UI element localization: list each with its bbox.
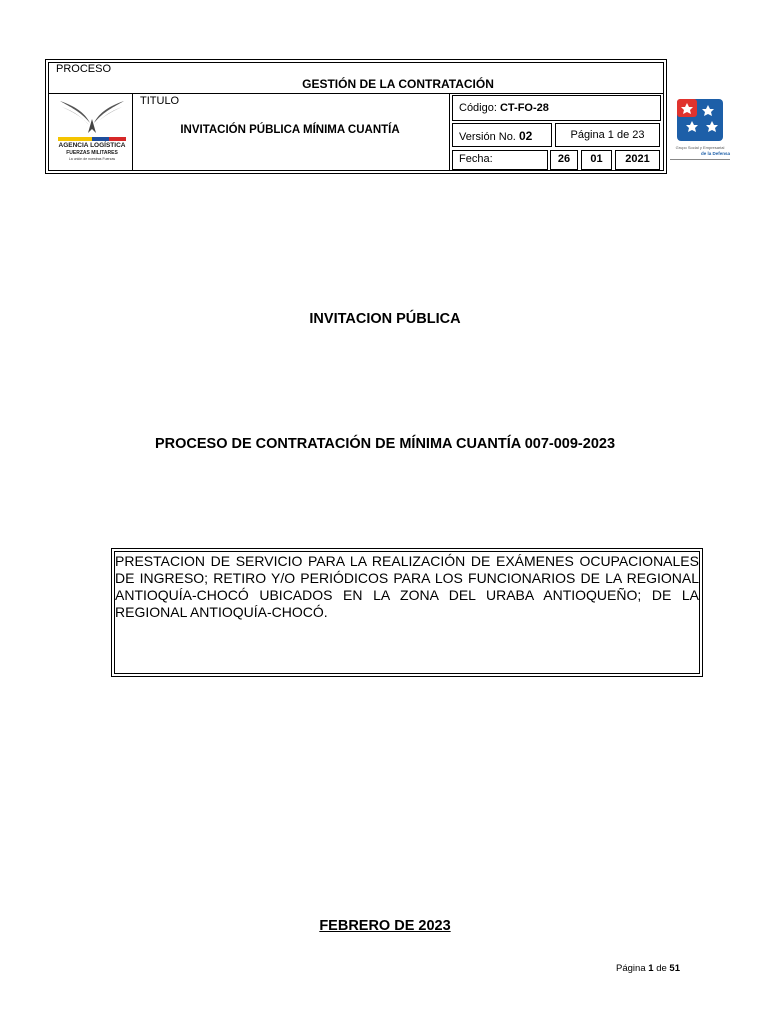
version-label: Versión No. <box>459 131 516 143</box>
logo-text-2: FUERZAS MILITARES <box>66 150 118 156</box>
gsed-text-1: Grupo Social y Empresarial <box>675 145 725 150</box>
gsed-logo <box>670 97 730 165</box>
wings-icon <box>56 97 128 137</box>
flag-stripe <box>58 137 126 141</box>
star-cluster-icon <box>670 97 730 143</box>
title-label: TITULO <box>140 95 180 107</box>
footer-page-total: 51 <box>669 963 680 974</box>
document-title: INVITACION PÚBLICA <box>309 311 461 327</box>
page-footer <box>616 963 680 974</box>
logo-text-3: La unión de nuestras Fuerzas <box>68 157 116 161</box>
process-name: GESTIÓN DE LA CONTRATACIÓN <box>302 77 494 91</box>
footer-page-sep: de <box>656 963 667 974</box>
logo-text-1: AGENCIA LOGÍSTICA <box>58 142 126 149</box>
code-label: Código: <box>459 102 497 114</box>
form-title: INVITACIÓN PÚBLICA MÍNIMA CUANTÍA <box>180 124 400 136</box>
code-field <box>459 102 549 114</box>
date-month: 01 <box>590 153 603 165</box>
version-field <box>459 129 532 143</box>
date-day: 26 <box>557 153 571 165</box>
footer-page-prefix: Página <box>616 963 646 974</box>
form-page-text: Página 1 de 23 <box>570 129 645 141</box>
agencia-logistica-logo <box>56 97 128 165</box>
footer-page-current: 1 <box>648 963 654 974</box>
process-title: PROCESO DE CONTRATACIÓN DE MÍNIMA CUANTÍA 007-009-2023 <box>154 436 616 452</box>
date-label: Fecha: <box>459 153 493 165</box>
version-value: 02 <box>518 129 533 143</box>
contract-object-text: PRESTACION DE SERVICIO PARA LA REALIZACIÓN DE EXÁMENES OCUPACIONALES DE INGRESO; RETIRO Y/O PERIÓDICOS PARA LOS FUNCIONARIOS DE LA REGIONAL ANTIOQUÍA-CHOCÓ UBICADOS EN LA ZONA DEL URABA ANTIOQUEÑO; DE LA REGIONAL ANTIOQUÍA-CHOCÓ. <box>115 553 699 620</box>
header-divider <box>449 93 450 171</box>
process-label: PROCESO <box>56 63 112 75</box>
code-value: CT-FO-28 <box>499 102 549 114</box>
header-divider <box>132 93 133 171</box>
gsed-text-2: de la Defensa <box>700 151 730 156</box>
header-divider <box>663 93 664 171</box>
document-date: FEBRERO DE 2023 <box>319 918 451 934</box>
header-divider <box>48 93 664 94</box>
gsed-underline <box>670 159 730 160</box>
date-year: 2021 <box>625 153 650 165</box>
